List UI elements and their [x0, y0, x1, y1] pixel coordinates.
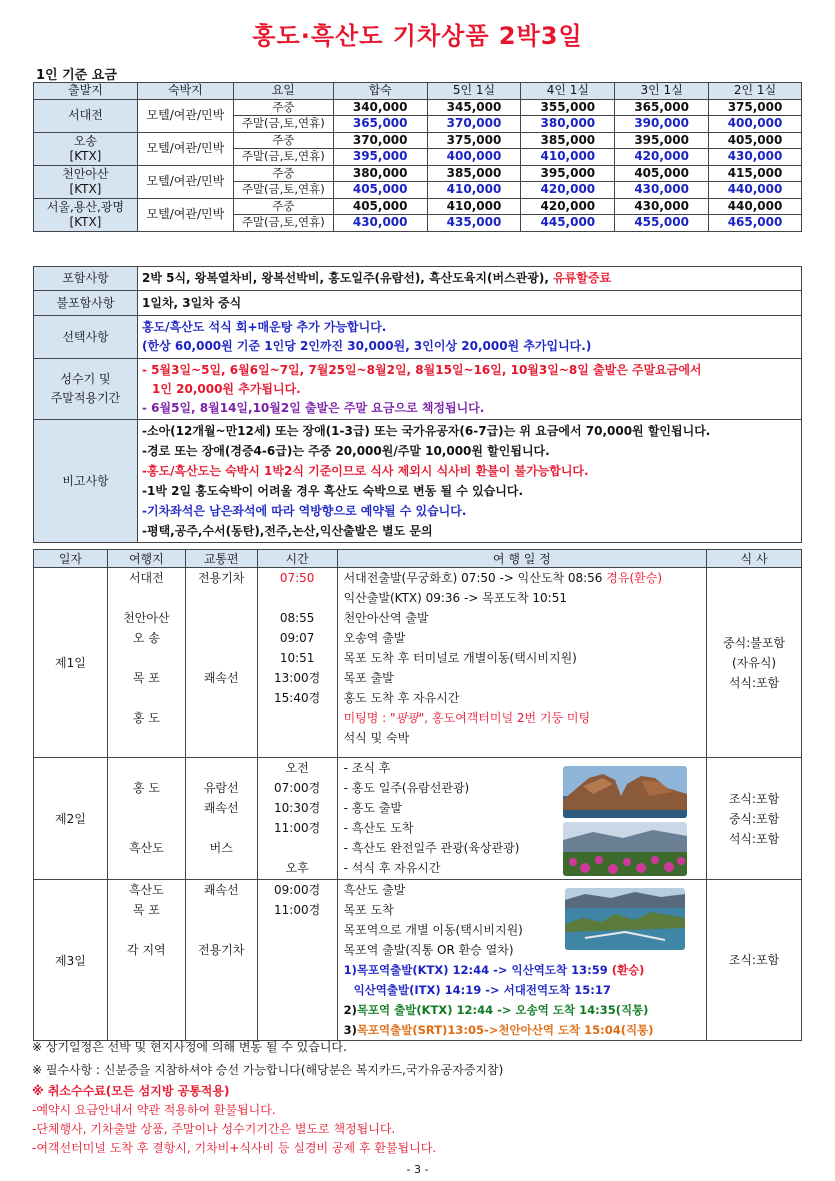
- day1-sched: 익산출발(KTX) 09:36 -> 목포도착 10:51: [343, 591, 567, 605]
- d2-trans-item: [186, 818, 257, 838]
- price-header-row: [34, 83, 802, 100]
- excluded-label: 불포함사항: [34, 291, 138, 316]
- footer-note-id: ※ 필수사항 : 신분증을 지참하셔야 승선 가능합니다(해당분은 복지카드,국가유공자증지참): [32, 1063, 504, 1077]
- price-cell: 365,000: [615, 99, 709, 116]
- day3-route3: 목포역출발(SRT)13:05->천안아산역 도착 15:04(직통): [356, 1023, 654, 1037]
- day2-sched: - 조식 후: [343, 761, 391, 775]
- excluded-row: [34, 291, 802, 316]
- itinerary-header-row: [34, 550, 802, 568]
- day3-sched: 흑산도 출발: [343, 883, 406, 897]
- footer-cancel-line: -단체행사, 기차출발 상품, 주말이나 성수기기간은 별도로 책정됩니다.: [32, 1122, 396, 1136]
- price-cell-weekend: 370,000: [427, 116, 521, 133]
- day1-meal: (자유식): [731, 655, 777, 670]
- d2-times-item: 07:00경: [274, 781, 321, 795]
- d3-places-item: [108, 920, 185, 940]
- itinerary-header: 여행지: [107, 550, 185, 568]
- price-cell-weekend: 445,000: [521, 215, 615, 232]
- d2-places-item: [108, 758, 185, 778]
- d2-trans-item: 버스: [209, 841, 233, 855]
- price-cell: 375,000: [427, 132, 521, 149]
- day3-row: [34, 880, 802, 1041]
- optional-label: 선택사항: [34, 316, 138, 359]
- price-cell: 430,000: [615, 198, 709, 215]
- d3-trans-item: 쾌속선: [203, 883, 239, 897]
- peak-line: - 5월3일~5일, 6월6일~7일, 7월25일~8월2일, 8월15일~16일, 10월3일~8일 출발은 주말요금에서: [142, 362, 702, 377]
- d1-places-item: 천안아산: [123, 611, 170, 625]
- d1-places-item: [108, 588, 185, 608]
- price-cell-weekend: 410,000: [427, 182, 521, 199]
- day2-meal: 조식:포함: [728, 791, 780, 806]
- day3-sched: 목포역 출발(직통 OR 환승 열차): [343, 943, 514, 957]
- price-cell: 340,000: [333, 99, 427, 116]
- price-cell-weekend: 395,000: [333, 149, 427, 166]
- price-header: 4인 1실: [521, 83, 615, 100]
- d3-places-item: 흑산도: [128, 883, 164, 897]
- day1-meal: 중식:불포함: [723, 635, 786, 650]
- price-cell: 395,000: [521, 165, 615, 182]
- page-number: - 3 -: [406, 1163, 429, 1176]
- price-cell-weekend: 440,000: [709, 182, 802, 199]
- day2-label: 제2일: [34, 758, 108, 880]
- optional-line: 홍도/흑산도 석식 회+매운탕 추가 가능합니다.: [142, 320, 387, 334]
- lodging: 모텔/여관/민박: [137, 198, 233, 231]
- day1-sched: 목포 도착 후 터미널로 개별이동(택시비지원): [343, 651, 577, 665]
- weekday-label: 주중: [233, 99, 333, 116]
- remark-line: -경로 또는 장애(경증4-6급)는 주중 20,000원/주말 10,000원 할인됩니다.: [142, 444, 550, 458]
- footer-cancel-line: -예약시 요금안내서 약관 적용하여 환불됩니다.: [32, 1103, 276, 1117]
- peak-label: 주말적용기간: [50, 391, 121, 405]
- lodging: 모텔/여관/민박: [137, 165, 233, 198]
- price-header: 숙박지: [137, 83, 233, 100]
- mokpo-harbor-photo: [565, 888, 685, 950]
- d3-times-item: 09:00경: [274, 883, 321, 897]
- d1-places-item: [108, 688, 185, 708]
- excluded-text: 1일차, 3일차 중식: [138, 291, 802, 316]
- d2-trans-item: [186, 858, 257, 878]
- price-cell: 420,000: [521, 198, 615, 215]
- price-row-weekday: [34, 132, 802, 149]
- d2-times-item: 11:00경: [274, 821, 321, 835]
- price-row-weekday: [34, 99, 802, 116]
- footer-note-schedule: ※ 상기일정은 선박 및 현지사정에 의해 변동 될 수 있습니다.: [32, 1040, 347, 1054]
- d1-trans-item: 쾌속선: [203, 671, 239, 685]
- optional-line: (한상 60,000원 기준 1인당 2인까진 30,000원, 3인이상 20,000원 추가입니다.): [142, 339, 592, 353]
- included-label: 포함사항: [34, 267, 138, 291]
- price-header: 2인 1실: [709, 83, 802, 100]
- day1-row: [34, 568, 802, 758]
- price-table: [33, 82, 802, 232]
- price-cell: 405,000: [709, 132, 802, 149]
- weekend-label: 주말(금,토,연휴): [233, 182, 333, 199]
- price-cell: 385,000: [521, 132, 615, 149]
- price-cell-weekend: 410,000: [521, 149, 615, 166]
- info-table: [33, 266, 802, 543]
- day3-route1-transfer: (환승): [611, 963, 645, 977]
- price-cell: 380,000: [333, 165, 427, 182]
- price-cell-weekend: 430,000: [709, 149, 802, 166]
- d1-times-item: [258, 588, 337, 608]
- day2-sched: - 흑산도 완전일주 관광(육상관광): [343, 841, 520, 855]
- d1-times-item: 07:50: [279, 571, 315, 585]
- remark-line: -홍도/흑산도는 숙박시 1박2식 기준이므로 식사 제외시 식사비 환불이 불가능합니다.: [142, 464, 589, 478]
- d1-times-item: [258, 708, 337, 728]
- d2-times-item: 10:30경: [274, 801, 321, 815]
- day1-meal: 석식:포함: [728, 675, 780, 690]
- d2-times-item: 오전: [285, 761, 309, 775]
- peak-label: 성수기 및: [60, 372, 111, 386]
- price-cell: 405,000: [333, 198, 427, 215]
- d1-places-item: 오 송: [132, 631, 160, 645]
- itinerary-header: 교통편: [185, 550, 257, 568]
- day3-route2-num: 2): [343, 1003, 357, 1017]
- d1-times-item: 13:00경: [274, 671, 321, 685]
- d2-places-item: [108, 818, 185, 838]
- d1-trans-item: 전용기차: [198, 571, 245, 585]
- origin-train: [KTX]: [69, 148, 102, 163]
- itinerary-header: 식 사: [707, 550, 802, 568]
- itinerary-header: 여 행 일 정: [337, 550, 707, 568]
- price-cell-weekend: 390,000: [615, 116, 709, 133]
- d1-places-item: 홍 도: [132, 711, 160, 725]
- price-cell: 345,000: [427, 99, 521, 116]
- price-cell-weekend: 420,000: [615, 149, 709, 166]
- d1-trans-item: [186, 628, 257, 648]
- d1-times-item: 15:40경: [274, 691, 321, 705]
- day1-sched: 홍도 도착 후 자유시간: [343, 691, 460, 705]
- price-cell-weekend: 380,000: [521, 116, 615, 133]
- weekday-label: 주중: [233, 165, 333, 182]
- remark-line: -1박 2일 홍도숙박이 어려울 경우 흑산도 숙박으로 변동 될 수 있습니다.: [142, 484, 524, 498]
- price-cell: 395,000: [615, 132, 709, 149]
- d1-trans-item: [186, 708, 257, 728]
- d1-places-item: 목 포: [132, 671, 160, 685]
- d1-trans-item: [186, 588, 257, 608]
- price-cell-weekend: 435,000: [427, 215, 521, 232]
- heuksando-flower-photo: [563, 822, 687, 876]
- price-cell: 410,000: [427, 198, 521, 215]
- price-header: 3인 1실: [615, 83, 709, 100]
- itinerary-header: 시간: [257, 550, 337, 568]
- d3-trans-item: [186, 920, 257, 940]
- d3-places-item: 각 지역: [127, 943, 166, 957]
- origin: 서대전: [68, 108, 103, 122]
- lodging: 모텔/여관/민박: [137, 132, 233, 165]
- remarks-row: [34, 420, 802, 543]
- day3-sched: 목포역으로 개별 이동(택시비지원): [343, 923, 523, 937]
- price-cell: 370,000: [333, 132, 427, 149]
- d1-trans-item: [186, 728, 257, 748]
- weekend-label: 주말(금,토,연휴): [233, 215, 333, 232]
- d3-trans-item: 전용기차: [198, 943, 245, 957]
- remark-line: -소아(12개월~만12세) 또는 장애(1-3급) 또는 국가유공자(6-7급)는 위 요금에서 70,000원 할인됩니다.: [142, 424, 711, 438]
- included-fuel-surcharge: 유류할증료: [553, 271, 612, 285]
- page-title: 홍도·흑산도 기차상품 2박3일: [252, 22, 583, 50]
- d2-trans-item: 유람선: [203, 781, 239, 795]
- remark-line: -기차좌석은 남은좌석에 따라 역방향으로 예약될 수 있습니다.: [142, 504, 467, 518]
- price-section-label: 1인 기준 요금: [36, 68, 117, 83]
- price-cell: 375,000: [709, 99, 802, 116]
- d3-places-item: 목 포: [132, 903, 160, 917]
- d2-places-item: [108, 858, 185, 878]
- origin-train: [KTX]: [69, 181, 102, 196]
- price-cell-weekend: 430,000: [615, 182, 709, 199]
- day3-route1: 1)목포역출발(KTX) 12:44 -> 익산역도착 13:59: [343, 963, 612, 977]
- footer-cancel-line: -여객선터미널 도착 후 결항시, 기차비+식사비 등 실경비 공제 후 환불됩니다.: [32, 1141, 437, 1155]
- d1-times-item: 09:07: [279, 631, 315, 645]
- d1-places-item: 서대전: [128, 571, 164, 585]
- day1-label: 제1일: [34, 568, 108, 758]
- price-cell-weekend: 430,000: [333, 215, 427, 232]
- lodging: 모텔/여관/민박: [137, 99, 233, 132]
- origin-train: [KTX]: [69, 214, 102, 229]
- day2-sched: - 석식 후 자유시간: [343, 861, 441, 875]
- day3-route1b: 익산역출발(ITX) 14:19 -> 서대전역도착 15:17: [353, 983, 611, 997]
- price-cell: 440,000: [709, 198, 802, 215]
- price-cell-weekend: 365,000: [333, 116, 427, 133]
- hongdo-rock-photo: [563, 766, 687, 818]
- origin: 오송: [73, 133, 98, 148]
- weekday-label: 주중: [233, 198, 333, 215]
- day1-meeting-label: 미팅명 :: [343, 711, 391, 725]
- d1-times-item: 10:51: [279, 651, 315, 665]
- d2-places-item: 흑산도: [128, 841, 164, 855]
- d1-times-item: [258, 728, 337, 748]
- weekday-label: 주중: [233, 132, 333, 149]
- price-header: 출발지: [34, 83, 138, 100]
- d2-trans-item: [186, 758, 257, 778]
- peak-row: [34, 359, 802, 420]
- day1-sched: 오송역 출발: [343, 631, 406, 645]
- price-header: 요일: [233, 83, 333, 100]
- d3-trans-item: [186, 900, 257, 920]
- day1-meeting-place: , 홍도여객터미널 2번 기둥 미팅: [424, 711, 591, 725]
- included-text: 2박 5식, 왕복열차비, 왕복선박비, 홍도일주(유람선), 흑산도육지(버스관광),: [142, 271, 549, 285]
- remark-line: -평택,공주,수서(동탄),전주,논산,익산출발은 별도 문의: [142, 524, 433, 538]
- day2-sched: - 홍도 출발: [343, 801, 402, 815]
- day1-sched: 석식 및 숙박: [343, 731, 410, 745]
- footer-cancel-title: ※ 취소수수료(모든 섬지방 공통적용): [32, 1084, 230, 1098]
- d2-places-item: [108, 798, 185, 818]
- price-cell-weekend: 455,000: [615, 215, 709, 232]
- peak-line: - 6월5일, 8월14일,10월2일 출발은 주말 요금으로 책정됩니다.: [142, 400, 485, 415]
- price-row-weekday: [34, 165, 802, 182]
- day2-sched: - 흑산도 도착: [343, 821, 414, 835]
- day1-transfer: 경유(환승): [606, 571, 663, 585]
- d3-times-item: 11:00경: [274, 903, 321, 917]
- peak-line: 1인 20,000원 추가됩니다.: [152, 381, 301, 396]
- day2-meal: 석식:포함: [728, 831, 780, 846]
- d1-trans-item: [186, 608, 257, 628]
- price-cell-weekend: 405,000: [333, 182, 427, 199]
- day2-meal: 중식:포함: [728, 811, 780, 826]
- itinerary-header: 일자: [34, 550, 108, 568]
- price-cell: 415,000: [709, 165, 802, 182]
- day3-meal: 조식:포함: [728, 953, 780, 967]
- day1-sched: 목포 출발: [343, 671, 394, 685]
- included-row: [34, 267, 802, 291]
- price-cell-weekend: 400,000: [709, 116, 802, 133]
- d1-places-item: [108, 648, 185, 668]
- d2-places-item: 홍 도: [132, 781, 160, 795]
- day3-route3-num: 3): [343, 1023, 357, 1037]
- price-header: 합숙: [333, 83, 427, 100]
- price-cell-weekend: 465,000: [709, 215, 802, 232]
- price-cell-weekend: 400,000: [427, 149, 521, 166]
- price-cell: 385,000: [427, 165, 521, 182]
- d2-times-item: 오후: [285, 861, 309, 875]
- origin: 천안아산: [62, 166, 109, 181]
- price-cell-weekend: 420,000: [521, 182, 615, 199]
- weekend-label: 주말(금,토,연휴): [233, 116, 333, 133]
- day3-sched: 목포 도착: [343, 903, 394, 917]
- day1-sched: 서대전출발(무궁화호) 07:50 -> 익산도착 08:56: [343, 571, 603, 585]
- d1-trans-item: [186, 648, 257, 668]
- d1-times-item: 08:55: [279, 611, 315, 625]
- price-header: 5인 1실: [427, 83, 521, 100]
- remarks-label: 비고사항: [34, 420, 138, 543]
- day3-route2: 목포역 출발(KTX) 12:44 -> 오송역 도착 14:35(직통): [356, 1003, 649, 1017]
- origin: 서울,용산,광명: [46, 199, 125, 214]
- d2-times-item: [258, 838, 337, 858]
- price-cell: 355,000: [521, 99, 615, 116]
- weekend-label: 주말(금,토,연휴): [233, 149, 333, 166]
- price-row-weekday: [34, 198, 802, 215]
- day1-sched: 천안아산역 출발: [343, 611, 429, 625]
- optional-row: [34, 316, 802, 359]
- d1-trans-item: [186, 688, 257, 708]
- day1-meeting-name: "팡팡": [390, 711, 425, 725]
- day2-sched: - 홍도 일주(유람선관광): [343, 781, 470, 795]
- d2-trans-item: 쾌속선: [203, 801, 239, 815]
- day3-label: 제3일: [34, 880, 108, 1041]
- d1-places-item: [108, 728, 185, 748]
- price-cell: 405,000: [615, 165, 709, 182]
